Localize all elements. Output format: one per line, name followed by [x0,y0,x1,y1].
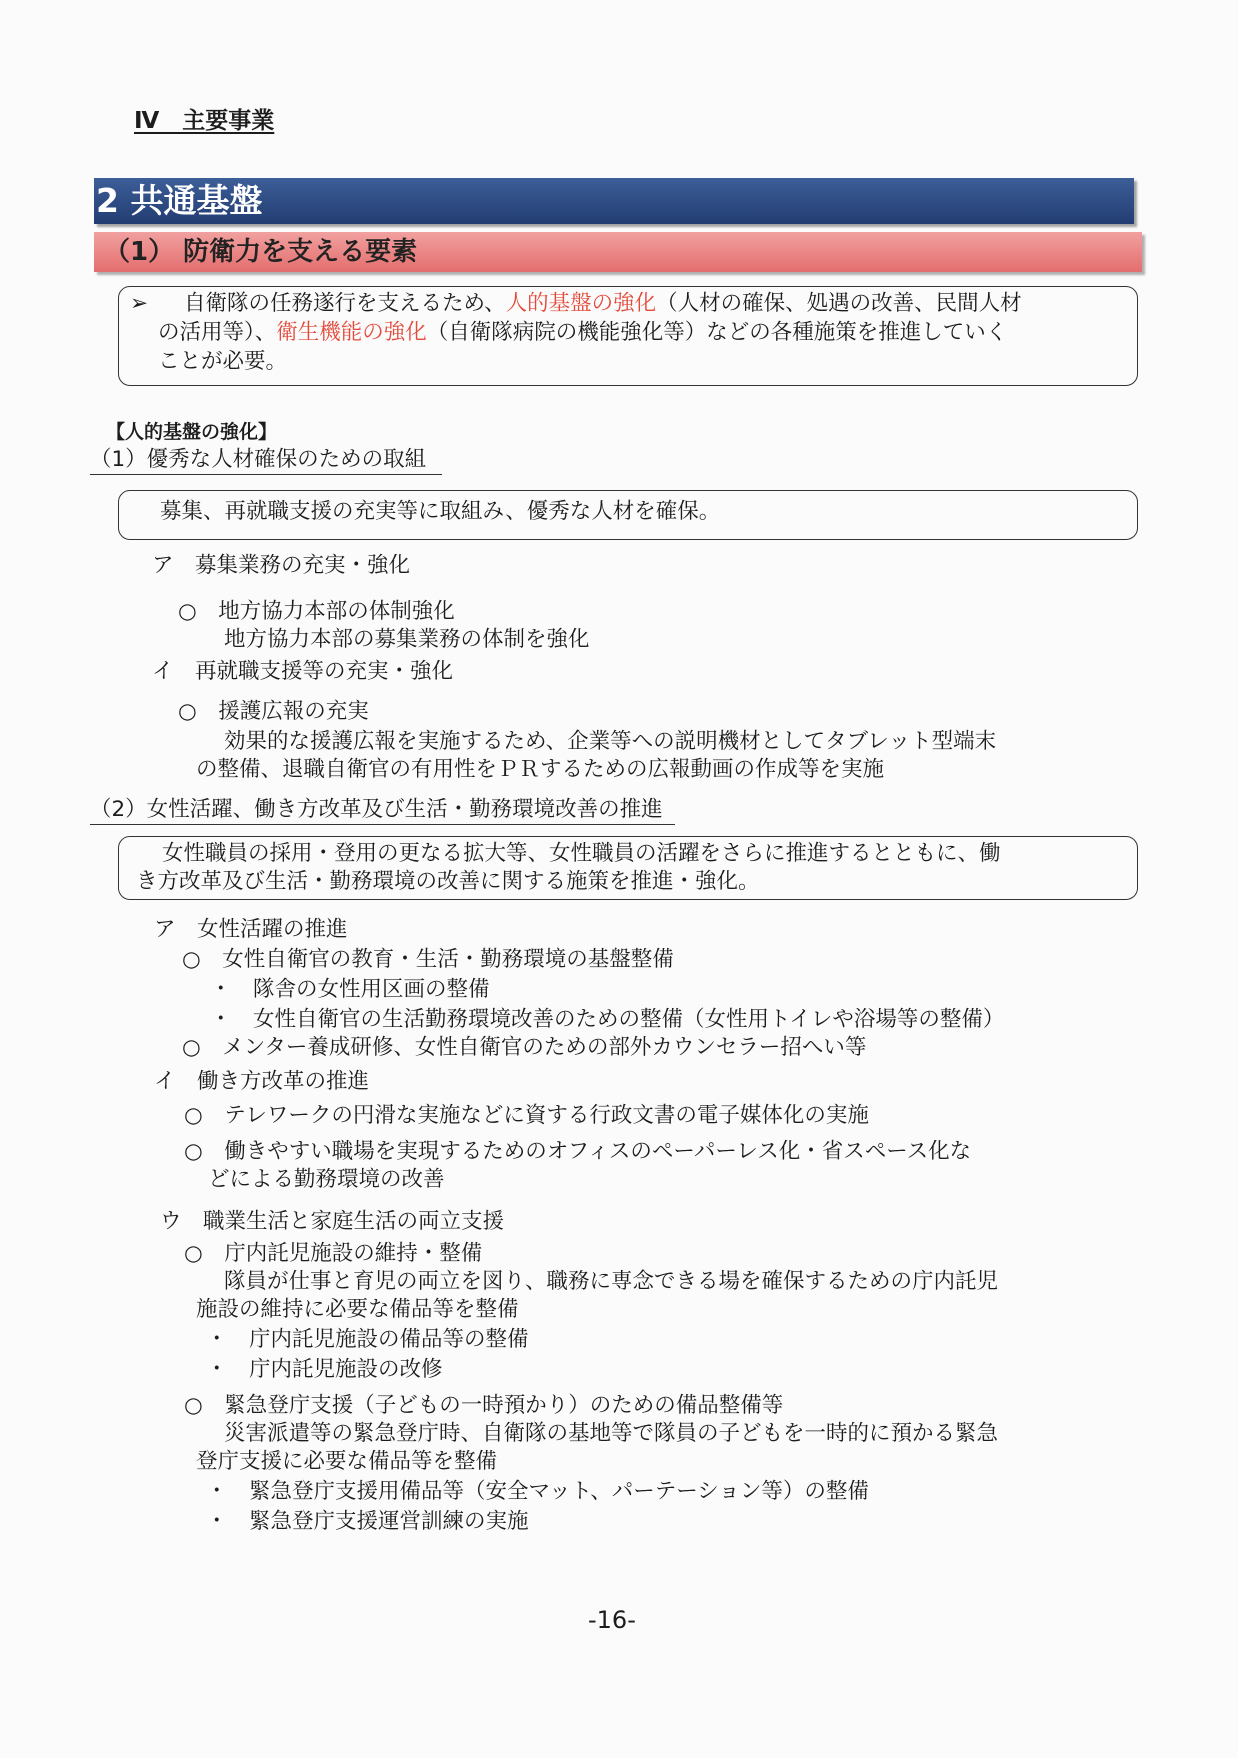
part2-box-line-1: 女性職員の採用・登用の更なる拡大等、女性職員の活躍をさらに推進するとともに、働 [162,841,1001,866]
part2-u1-desc-1: 隊員が仕事と育児の両立を図り、職務に専念できる場を確保するための庁内託児 [224,1269,999,1294]
page-number: -16- [588,1606,636,1634]
part2-u-title: ウ 職業生活と家庭生活の両立支援 [160,1209,505,1234]
part2-box-line-2: き方改革及び生活・勤務環境の改善に関する施策を推進・強化。 [136,869,760,894]
part2-i1-title: ○ テレワークの円滑な実施などに資する行政文書の電子媒体化の実施 [184,1103,869,1128]
highlight-medical: 衛生機能の強化 [276,320,427,345]
part2-a1-bullet-2: ・ 女性自衛官の生活勤務環境改善のための整備（女性用トイレや浴場等の整備） [210,1007,1005,1032]
part2-u2-desc-1: 災害派遣等の緊急登庁時、自衛隊の基地等で隊員の子どもを一時的に預かる緊急 [224,1421,999,1446]
part2-u1-desc-2: 施設の維持に必要な備品等を整備 [196,1297,519,1322]
summary-line-3: ことが必要。 [158,349,288,374]
chapter-heading: Ⅳ 主要事業 [134,108,275,134]
part1-a1-title: ○ 地方協力本部の体制強化 [178,599,455,624]
part2-u1-bullet-2: ・ 庁内託児施設の改修 [206,1357,443,1382]
part2-a1-title: ○ 女性自衛官の教育・生活・勤務環境の基盤整備 [182,947,674,972]
part1-i-title: イ 再就職支援等の充実・強化 [152,659,454,684]
part2-u2-bullet-2: ・ 緊急登庁支援運営訓練の実施 [206,1509,529,1534]
part2-u1-title: ○ 庁内託児施設の維持・整備 [184,1241,483,1266]
subsection-banner: （1） 防衛力を支える要素 [94,232,1142,272]
summary-line-1: 自衛隊の任務遂行を支えるため、人的基盤の強化（人材の確保、処遇の改善、民間人材 [184,291,1022,316]
section-banner: 2 共通基盤 [94,178,1134,224]
highlight-human-base: 人的基盤の強化 [505,291,657,316]
part2-i2-title-1: ○ 働きやすい職場を実現するためのオフィスのペーパーレス化・省スペース化な [184,1139,972,1164]
part2-u2-desc-2: 登庁支援に必要な備品等を整備 [196,1449,498,1474]
part2-a-title: ア 女性活躍の推進 [154,917,348,942]
part2-i-title: イ 働き方改革の推進 [154,1069,370,1094]
part1-i1-desc-1: 効果的な援護広報を実施するため、企業等への説明機材としてタブレット型端末 [224,729,997,754]
part2-a2-title: ○ メンター養成研修、女性自衛官のための部外カウンセラー招へい等 [182,1035,867,1060]
part1-i1-desc-2: の整備、退職自衛官の有用性をＰＲするための広報動画の作成等を実施 [196,757,885,782]
heading-human-base: 【人的基盤の強化】 [106,421,278,443]
part1-title: （1）優秀な人材確保のための取組 [90,446,442,475]
part2-title: （2）女性活躍、働き方改革及び生活・勤務環境改善の推進 [90,796,675,825]
part2-u1-bullet-1: ・ 庁内託児施設の備品等の整備 [206,1327,529,1352]
summary-bullet: ➢ [130,291,149,316]
part1-a1-desc: 地方協力本部の募集業務の体制を強化 [224,627,590,652]
part2-a1-bullet-1: ・ 隊舎の女性用区画の整備 [210,977,490,1002]
summary-line-2: の活用等）、衛生機能の強化（自衛隊病院の機能強化等）などの各種施策を推進していく [158,320,1008,345]
part1-a-title: ア 募集業務の充実・強化 [152,553,411,578]
part2-u2-bullet-1: ・ 緊急登庁支援用備品等（安全マット、パーテーション等）の整備 [206,1479,869,1504]
part2-i2-title-2: どによる勤務環境の改善 [208,1167,445,1192]
part1-i1-title: ○ 援護広報の充実 [178,699,369,724]
part1-box-text: 募集、再就職支援の充実等に取組み、優秀な人材を確保。 [160,499,721,524]
part2-u2-title: ○ 緊急登庁支援（子どもの一時預かり）のための備品整備等 [184,1393,784,1418]
